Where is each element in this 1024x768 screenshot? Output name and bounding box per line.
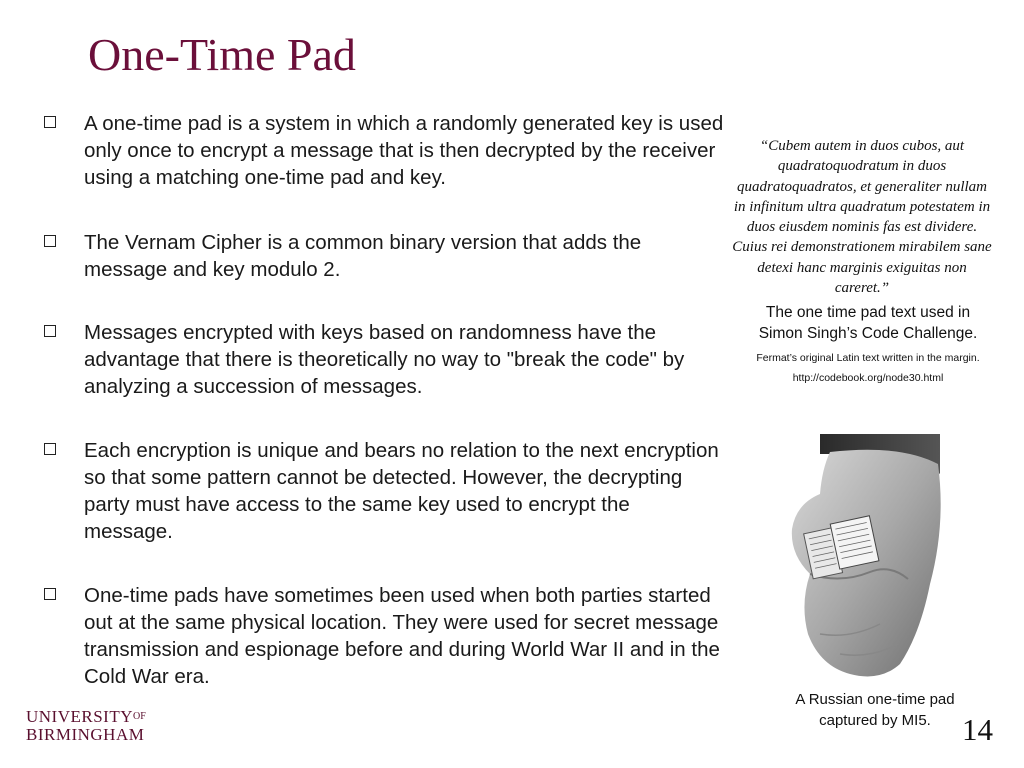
logo-of: OF — [133, 711, 146, 722]
slide-title: One-Time Pad — [88, 29, 356, 80]
bullet-item — [44, 229, 734, 283]
logo-line-2: BIRMINGHAM — [26, 725, 145, 744]
bullet-text: One-time pads have sometimes been used when both parties started out at the same physical location. They were used for secret message transmission and espionage before and during World War II and in the Cold War era. — [84, 584, 720, 688]
bullet-item — [44, 582, 734, 690]
bullet-text: Messages encrypted with keys based on randomness have the advantage that there is theoretically no way to "break the code" by analyzing a succession of messages. — [84, 321, 685, 398]
bullet-text: A one-time pad is a system in which a randomly generated key is used only once to encrypt a message that is then decrypted by the receiver using a matching one-time pad and key. — [84, 112, 724, 189]
square-bullet-icon — [44, 588, 56, 600]
source-url: http://codebook.org/node30.html — [792, 372, 944, 385]
photo-caption: A Russian one-time pad captured by MI5. — [795, 691, 955, 729]
square-bullet-icon — [44, 325, 56, 337]
square-bullet-icon — [44, 116, 56, 128]
page-number: 14 — [962, 712, 993, 747]
university-logo — [26, 708, 146, 744]
bullet-text: The Vernam Cipher is a common binary version that adds the message and key modulo 2. — [84, 231, 642, 281]
bullet-item — [44, 110, 734, 191]
square-bullet-icon — [44, 443, 56, 455]
bullet-item — [44, 319, 734, 400]
quote-note: Fermat’s original Latin text written in the margin. — [756, 352, 980, 365]
bullet-item — [44, 437, 734, 545]
one-time-pad-hand-photo — [780, 434, 948, 682]
logo-line-1: UNIVERSITY — [26, 707, 133, 726]
square-bullet-icon — [44, 235, 56, 247]
quote-caption: The one time pad text used in Simon Singh’s Code Challenge. — [758, 304, 978, 343]
bullet-text: Each encryption is unique and bears no relation to the next encryption so that some pattern cannot be detected. However, the decrypting party must have access to the same key used to encrypt the message. — [84, 439, 719, 543]
fermat-quote-panel — [732, 136, 992, 384]
latin-quote: “Cubem autem in duos cubos, aut quadratoquodratum in duos quadratoquadratos, et generaliter nullam in infinitum ultra quadratum potestatem in duos eiusdem nominis fas est dividere. Cuius rei demonstrationem mirabilem sane detexi hanc marginis exiguitas non careret.” — [732, 138, 992, 297]
